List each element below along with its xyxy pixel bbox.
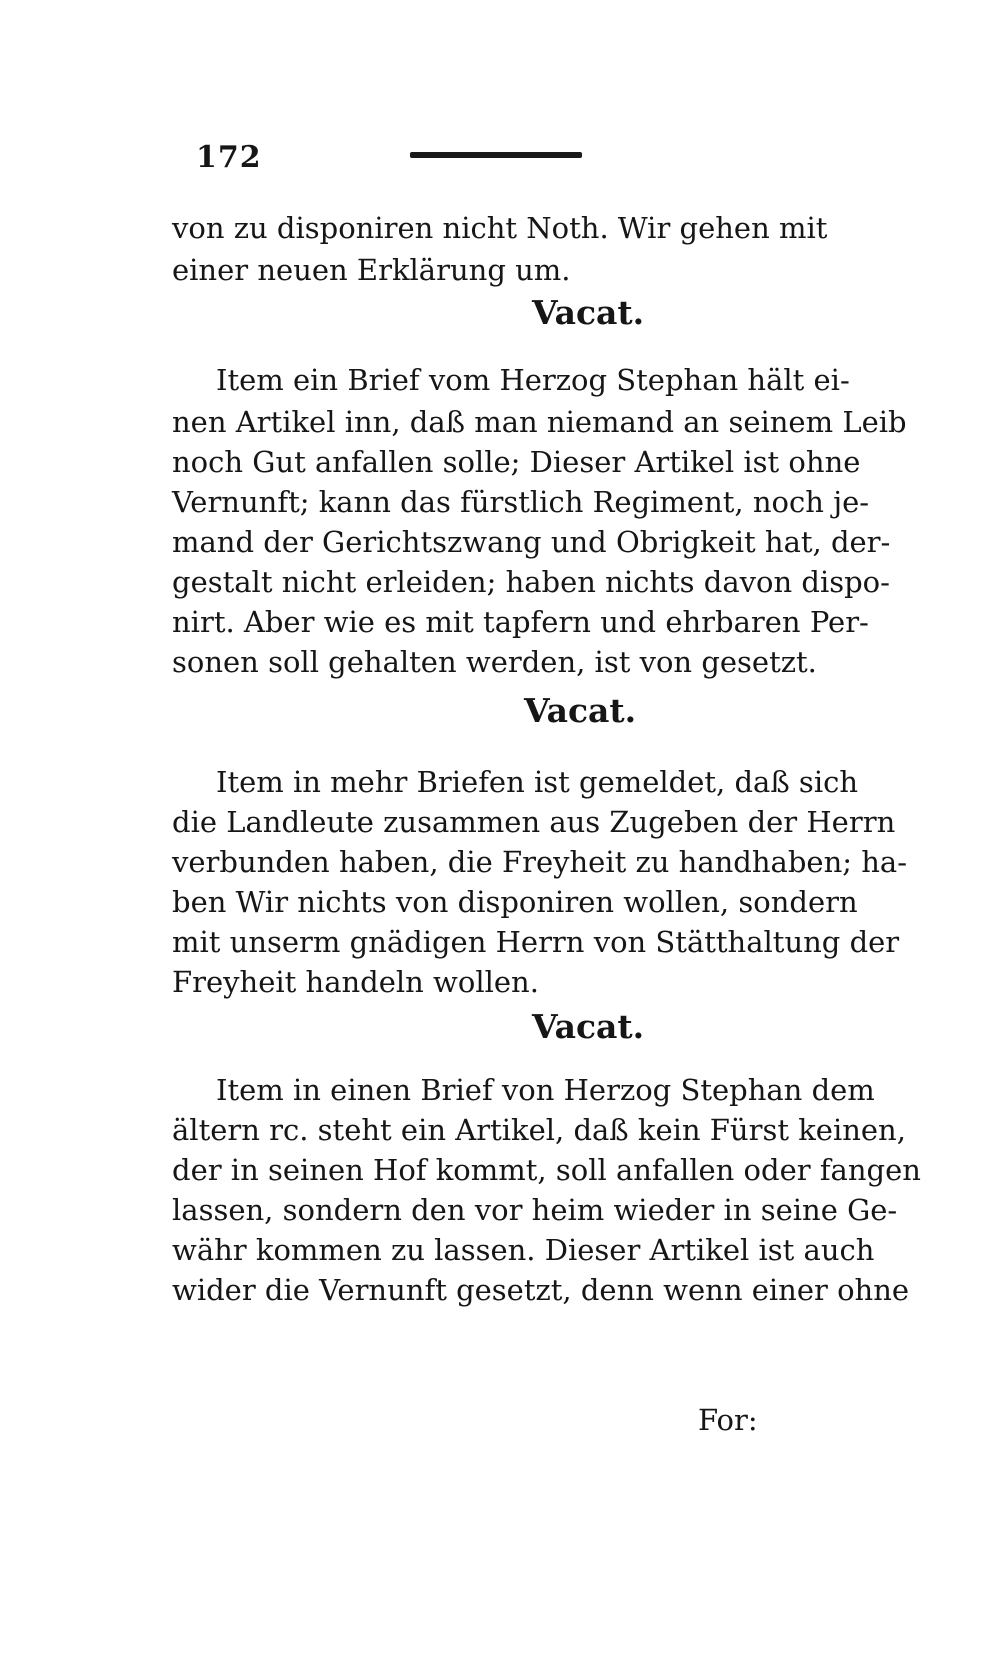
text-line: Item ein Brief vom Herzog Stephan hält ei- <box>216 363 850 397</box>
text-line: nirt. Aber wie es mit tapfern und ehrbaren Per- <box>172 605 869 639</box>
vacat-heading: Vacat. <box>532 1007 645 1046</box>
text-line: die Landleute zusammen aus Zugeben der Herrn <box>172 805 896 839</box>
text-line: Vernunft; kann das fürstlich Regiment, noch je- <box>172 485 870 519</box>
text-line: lassen, sondern den vor heim wieder in seine Ge- <box>172 1193 898 1227</box>
page-number: 172 <box>196 140 262 175</box>
text-line: der in seinen Hof kommt, soll anfallen oder fangen <box>172 1153 921 1187</box>
text-line: gestalt nicht erleiden; haben nichts davon dispo- <box>172 565 890 599</box>
text-line: noch Gut anfallen solle; Dieser Artikel ist ohne <box>172 445 861 479</box>
vacat-heading: Vacat. <box>524 691 637 730</box>
text-line: verbunden haben, die Freyheit zu handhaben; ha- <box>172 845 907 879</box>
text-line: Item in mehr Briefen ist gemeldet, daß sich <box>216 765 859 799</box>
text-line: währ kommen zu lassen. Dieser Artikel ist auch <box>172 1233 875 1267</box>
text-line: wider die Vernunft gesetzt, denn wenn einer ohne <box>172 1273 910 1307</box>
text-line: mit unserm gnädigen Herrn von Stätthaltung der <box>172 925 900 959</box>
text-line: von zu disponiren nicht Noth. Wir gehen mit <box>172 211 828 245</box>
text-line: ben Wir nichts von disponiren wollen, sondern <box>172 885 858 919</box>
text-line: nen Artikel inn, daß man niemand an seinem Leib <box>172 405 907 439</box>
text-line: einer neuen Erklärung um. <box>172 253 571 287</box>
header-rule <box>410 152 582 158</box>
vacat-heading: Vacat. <box>532 293 645 332</box>
text-line: ältern rc. steht ein Artikel, daß kein Fürst keinen, <box>172 1113 906 1147</box>
text-line: sonen soll gehalten werden, ist von gesetzt. <box>172 645 817 679</box>
text-line: Freyheit handeln wollen. <box>172 965 539 999</box>
text-line: Item in einen Brief von Herzog Stephan dem <box>216 1073 875 1107</box>
catchword: For: <box>698 1403 758 1437</box>
text-line: mand der Gerichtszwang und Obrigkeit hat, der- <box>172 525 891 559</box>
